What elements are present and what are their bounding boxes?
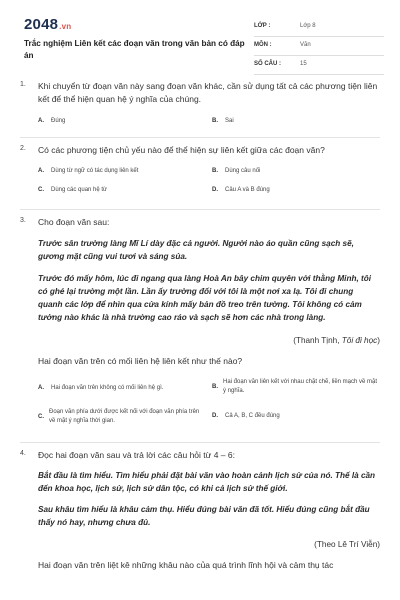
question-options xyxy=(38,157,380,197)
question-number: 2. xyxy=(20,145,26,152)
option-label: A. xyxy=(38,118,44,124)
option-text: Câu A và B đúng xyxy=(225,187,270,193)
question-2 xyxy=(0,144,400,197)
option-label: B. xyxy=(212,384,218,390)
question-options xyxy=(38,368,380,426)
passage-source: (Theo Lê Trí Viễn) xyxy=(314,540,380,549)
option-label: B. xyxy=(212,168,218,174)
option-c[interactable] xyxy=(38,186,107,195)
page-title: Trắc nghiệm Liên kết các đoạn văn trong văn bản có đáp án xyxy=(24,39,245,60)
question-number: 3. xyxy=(20,217,26,224)
option-text: Dùng từ ngữ có tác dụng liên kết xyxy=(51,168,139,174)
question-options xyxy=(38,106,380,128)
option-a[interactable] xyxy=(38,117,65,126)
question-text: Hai đoạn văn trên liệt kê những khâu nào của quá trình lĩnh hội và cảm thụ tác xyxy=(38,560,334,570)
meta-value-class: Lớp 8 xyxy=(300,23,316,29)
divider xyxy=(20,442,380,443)
option-label: A. xyxy=(38,385,44,391)
option-text: Cả A, B, C đều đúng xyxy=(225,413,280,419)
option-text: Đúng xyxy=(51,118,66,124)
option-b[interactable] xyxy=(212,378,380,396)
logo-tld: .vn xyxy=(59,22,72,31)
source-title: Tôi đi học xyxy=(341,336,378,345)
option-label: B. xyxy=(212,118,218,124)
option-c[interactable] xyxy=(38,408,206,426)
meta-row-subject xyxy=(254,39,384,56)
meta-value-count: 15 xyxy=(300,61,307,67)
option-text: Sai xyxy=(225,118,234,124)
question-intro: Cho đoạn văn sau: xyxy=(38,217,110,227)
meta-label-subject: MÔN : xyxy=(254,42,272,48)
meta-row-class xyxy=(254,20,384,37)
question-number: 1. xyxy=(20,81,26,88)
question-4 xyxy=(0,449,400,572)
question-3 xyxy=(0,216,400,426)
option-label: C. xyxy=(38,187,44,193)
option-text: Hai đoạn văn liên kết với nhau chặt chẽ, liền mạch về mặt ý nghĩa. xyxy=(223,379,378,394)
option-text: Hai đoạn văn trên không có mối liên hệ gì. xyxy=(51,385,164,391)
question-text: Có các phương tiện chủ yếu nào để thể hiện sự liên kết giữa các đoạn văn? xyxy=(38,145,325,155)
divider xyxy=(20,137,380,138)
passage-source xyxy=(38,334,380,347)
option-d[interactable] xyxy=(212,412,280,421)
option-text: Dùng các quan hệ từ xyxy=(51,187,108,193)
question-list xyxy=(0,78,400,572)
meta-value-subject: Văn xyxy=(300,42,311,48)
site-logo[interactable] xyxy=(24,16,71,33)
meta-label-class: LỚP : xyxy=(254,23,271,29)
reading-passage-2: Sau khâu tìm hiểu là khâu cảm thụ. Hiểu đúng bài văn đã tốt. Hiểu đúng cũng bắt đầu thấy nó hay, nhưng chưa đủ. xyxy=(38,505,370,527)
option-text: Dùng câu nối xyxy=(225,168,261,174)
question-1 xyxy=(0,80,400,128)
option-label: D. xyxy=(212,187,218,193)
question-text: Hai đoạn văn trên có mối liên hệ liên kết như thế nào? xyxy=(38,356,243,366)
logo-text: 2048 xyxy=(24,16,59,33)
option-b[interactable] xyxy=(212,167,260,176)
worksheet-header xyxy=(16,8,384,70)
source-author: (Thanh Tịnh, xyxy=(293,336,342,345)
divider xyxy=(20,209,380,210)
question-text: Khi chuyển từ đoạn văn này sang đoạn văn khác, cần sử dụng tất cả các phương tiện liên kết để thể hiện quan hệ ý nghĩa của chúng. xyxy=(38,81,378,104)
option-d[interactable] xyxy=(212,186,270,195)
source-end: ) xyxy=(377,336,380,345)
meta-info xyxy=(254,20,384,77)
option-b[interactable] xyxy=(212,117,234,126)
question-number: 4. xyxy=(20,450,26,457)
reading-passage-2: Trước đó mấy hôm, lúc đi ngang qua làng Hoà An bây chim quyên với thằng Minh, tôi có ghé lại trường một lần. Lần ấy trường đối với tôi là một nơi xa lạ. Tôi đi chung quanh các lớp để nhìn qua cửa kính mấy bản đồ treo trên tường. Tôi không có cảm tưởng nào khác là nhà trường cao ráo và sạch sẽ hơn các nhà trong làng. xyxy=(38,274,371,322)
question-intro: Đọc hai đoạn văn sau và trả lời các câu hỏi từ 4 – 6: xyxy=(38,450,235,460)
reading-passage-1: Bắt đầu là tìm hiểu. Tìm hiểu phải đặt bài văn vào hoàn cảnh lịch sử của nó. Thế là cần đến khoa học, lịch sử, lịch sử dân tộc, có khi cả lịch sử thế giới. xyxy=(38,471,376,493)
reading-passage-1: Trước sân trường làng Mĩ Lí dày đặc cả người. Người nào áo quần cũng sạch sẽ, gương mặt cũng vui tươi và sáng sủa. xyxy=(38,239,354,261)
option-a[interactable] xyxy=(38,384,208,393)
meta-row-count xyxy=(254,58,384,75)
option-a[interactable] xyxy=(38,167,138,176)
option-label: C. xyxy=(38,414,44,420)
option-label: A. xyxy=(38,168,44,174)
meta-label-count: SỐ CÂU : xyxy=(254,61,281,67)
option-label: D. xyxy=(212,413,218,419)
option-text: Đoạn văn phía dưới được kết nối với đoạn văn phía trên về mặt ý nghĩa thời gian. xyxy=(49,409,200,424)
